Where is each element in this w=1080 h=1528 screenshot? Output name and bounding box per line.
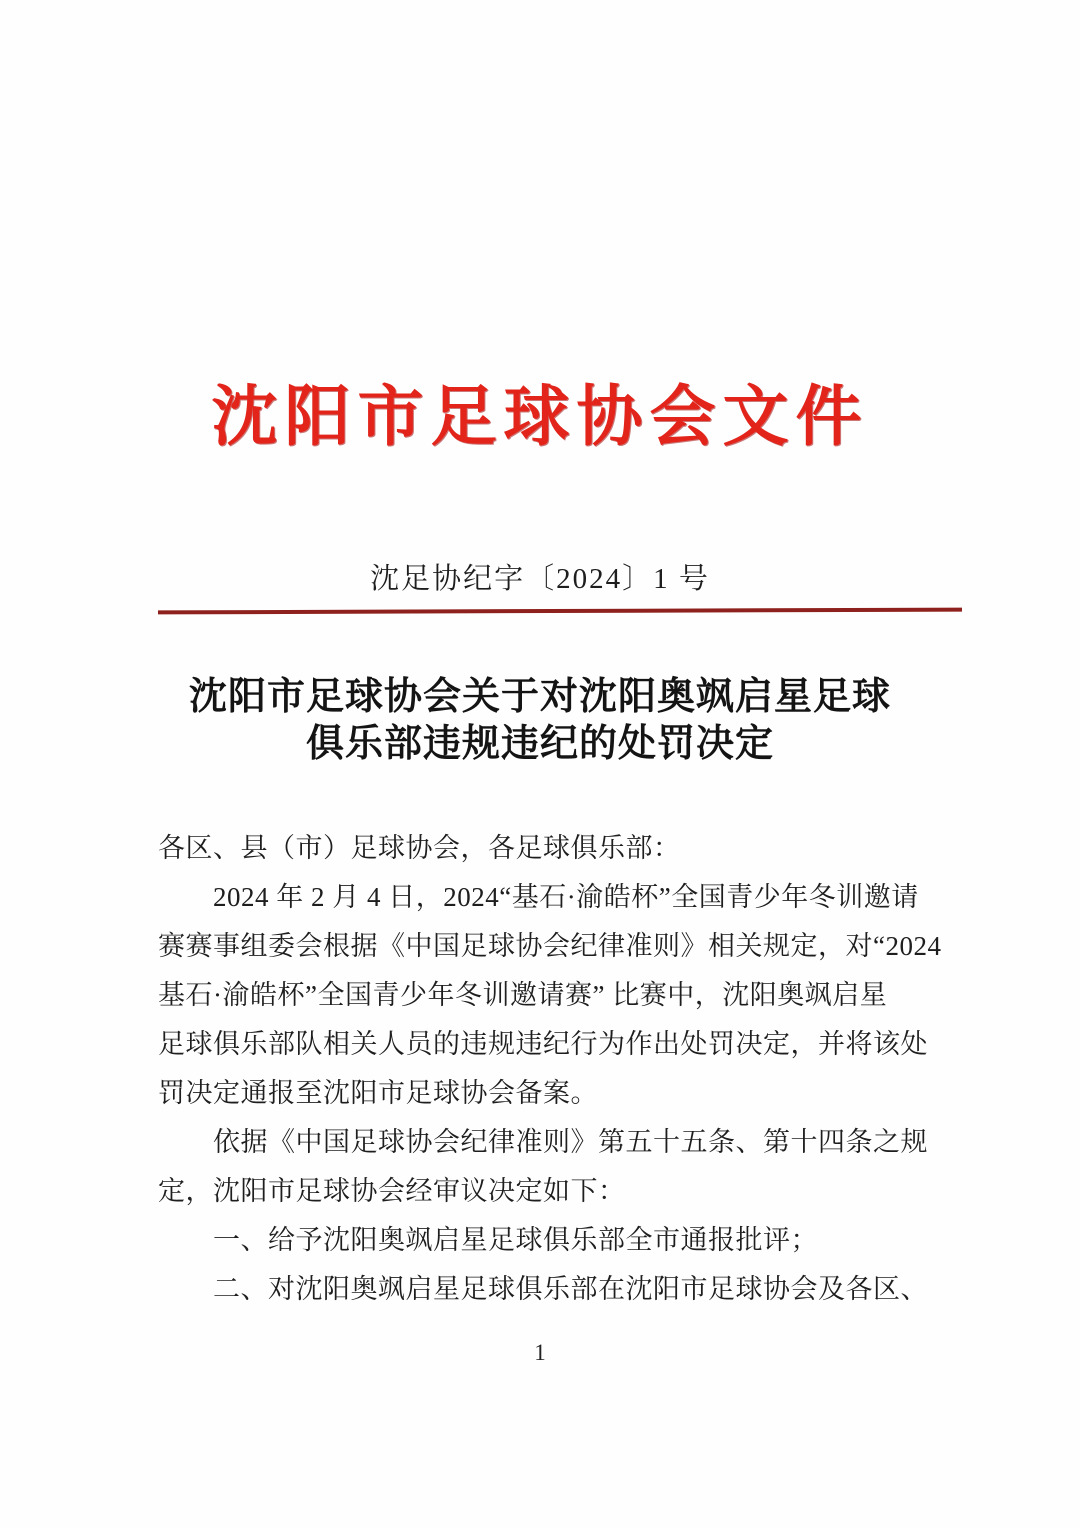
- body-line: 罚决定通报至沈阳市足球协会备案。: [158, 1078, 598, 1108]
- body-line-item-1: 一、给予沈阳奥飒启星足球俱乐部全市通报批评；: [158, 1225, 818, 1255]
- body-line: 赛赛事组委会根据《中国足球协会纪律准则》相关规定，对“2024: [158, 931, 942, 961]
- document-masthead: 沈阳市足球协会文件: [211, 381, 869, 454]
- document-title-line1: 沈阳市足球协会关于对沈阳奥飒启星足球: [188, 676, 891, 718]
- body-line: 基石·渝皓杯”全国青少年冬训邀请赛” 比赛中，沈阳奥飒启星: [158, 980, 888, 1010]
- body-line: 2024 年 2 月 4 日，2024“基石·渝皓杯”全国青少年冬训邀请: [158, 882, 919, 912]
- body-line: 依据《中国足球协会纪律准则》第五十五条、第十四条之规: [158, 1127, 928, 1157]
- body-line-item-2: 二、对沈阳奥飒启星足球俱乐部在沈阳市足球协会及各区、: [158, 1274, 928, 1304]
- document-number: 沈足协纪字〔2024〕1 号: [370, 563, 710, 595]
- body-line-salutation: 各区、县（市）足球协会，各足球俱乐部：: [158, 833, 681, 863]
- page-number: 1: [534, 1340, 546, 1365]
- document-title: [0, 674, 1080, 768]
- document-body: [158, 824, 948, 1314]
- body-line: 定，沈阳市足球协会经审议决定如下：: [158, 1176, 626, 1206]
- document-title-line2: 俱乐部违规违纪的处罚决定: [305, 723, 774, 765]
- body-line: 足球俱乐部队相关人员的违规违纪行为作出处罚决定，并将该处: [158, 1029, 928, 1059]
- header-divider-line: [158, 608, 962, 615]
